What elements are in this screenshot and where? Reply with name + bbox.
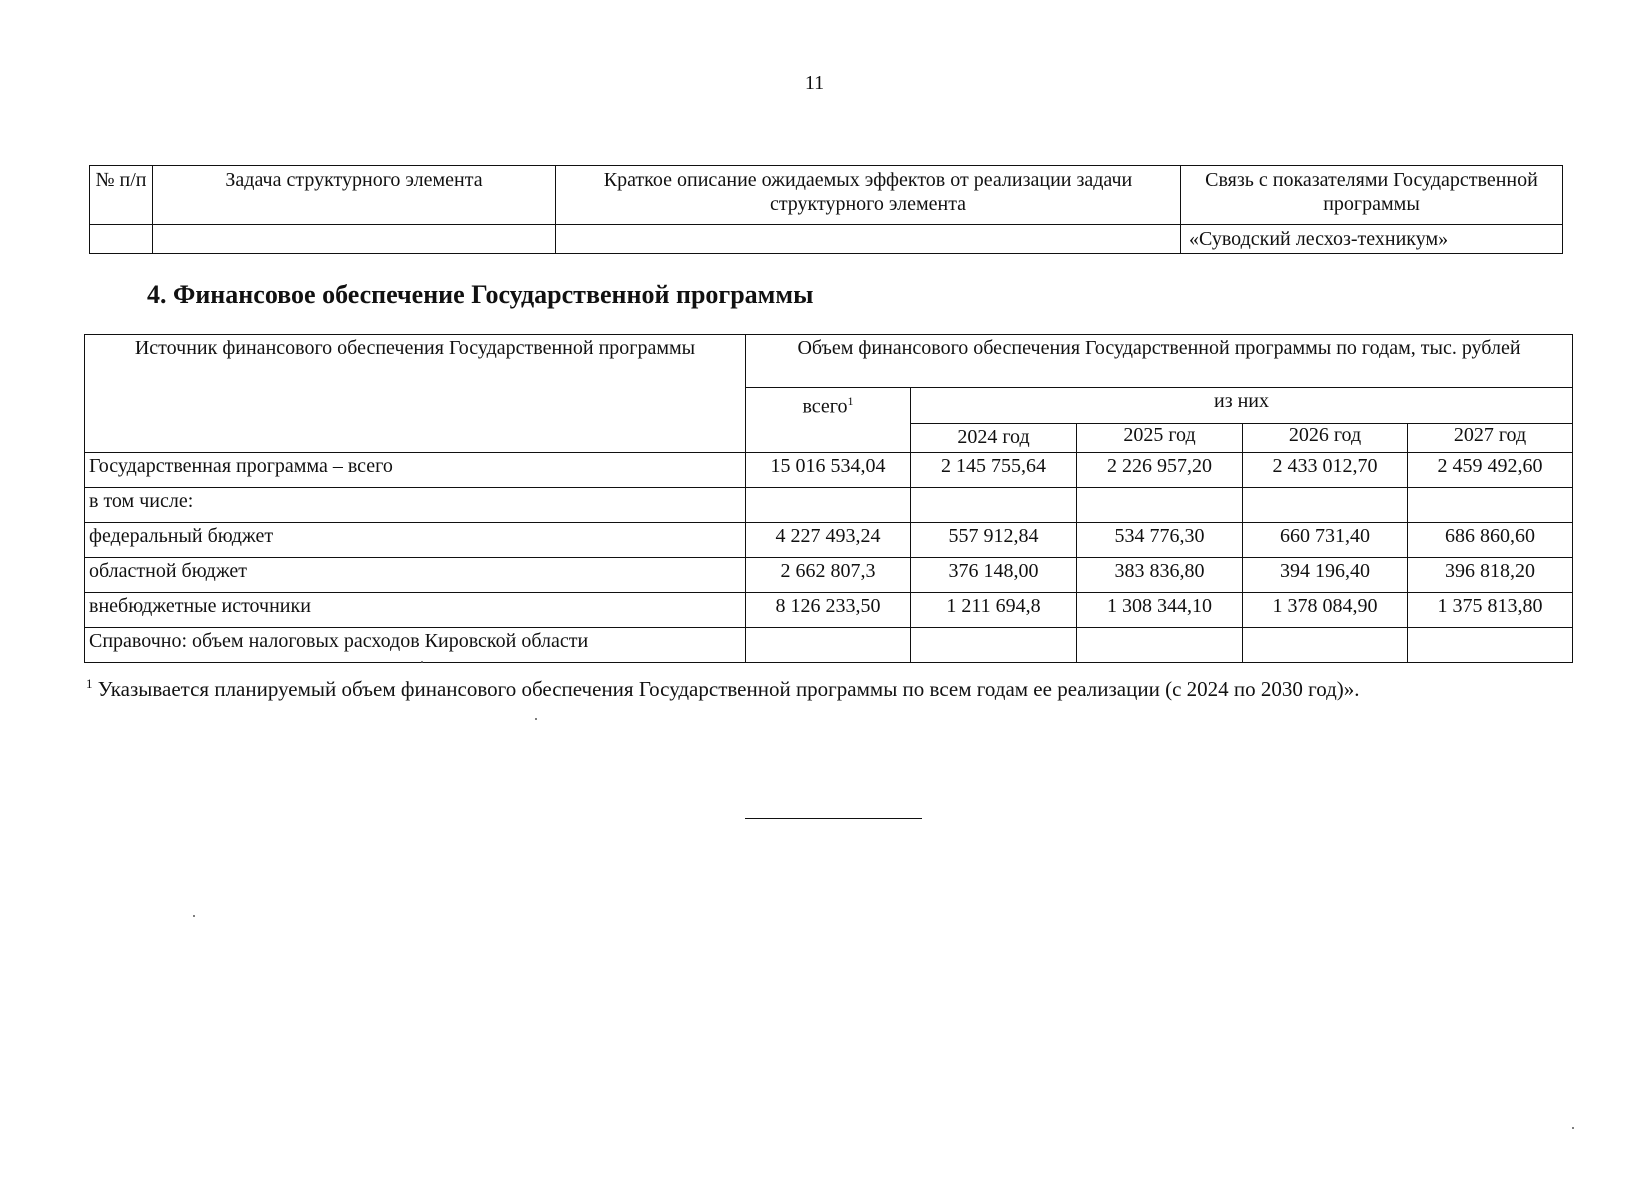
- footnote-marker: 1: [847, 394, 854, 408]
- header-total-label: всего: [802, 395, 848, 418]
- table-row: [85, 523, 1573, 558]
- page-number: 11: [804, 72, 825, 94]
- cell-2026: 660 731,40: [1243, 523, 1408, 558]
- cell-effects: [556, 225, 1181, 254]
- scan-speck: [535, 718, 537, 720]
- cell-2026: 394 196,40: [1243, 558, 1408, 593]
- row-label: Справочно: объем налоговых расходов Кировской области: [85, 628, 746, 663]
- finance-header-row-1: [85, 335, 1573, 388]
- cell-total: 4 227 493,24: [746, 523, 911, 558]
- table-row: [85, 558, 1573, 593]
- header-year-2024: 2024 год: [911, 424, 1077, 453]
- tasks-table: [89, 165, 1563, 254]
- row-label: областной бюджет: [85, 558, 746, 593]
- cell-2027: [1408, 628, 1573, 663]
- cell-2024: [911, 488, 1077, 523]
- cell-total: [746, 488, 911, 523]
- cell-2025: [1077, 488, 1243, 523]
- cell-2024: 557 912,84: [911, 523, 1077, 558]
- table-row: [85, 453, 1573, 488]
- cell-2026: 1 378 084,90: [1243, 593, 1408, 628]
- cell-total: 15 016 534,04: [746, 453, 911, 488]
- cell-total: 2 662 807,3: [746, 558, 911, 593]
- row-label: в том числе:: [85, 488, 746, 523]
- finance-table: [84, 334, 1573, 663]
- table-row: [85, 488, 1573, 523]
- table-row: [90, 225, 1563, 254]
- header-indicators: Связь с показателями Государственной программы: [1181, 166, 1563, 225]
- cell-2024: [911, 628, 1077, 663]
- table-row: [85, 593, 1573, 628]
- footnote: [86, 676, 1360, 702]
- header-of-which: из них: [911, 388, 1573, 424]
- cell-2025: [1077, 628, 1243, 663]
- footnote-marker: 1: [86, 676, 93, 691]
- header-source: Источник финансового обеспечения Государственной программы: [85, 335, 746, 453]
- scan-speck: [193, 915, 195, 917]
- header-year-2026: 2026 год: [1243, 424, 1408, 453]
- cell-2027: 396 818,20: [1408, 558, 1573, 593]
- row-label: внебюджетные источники: [85, 593, 746, 628]
- cell-2024: 2 145 755,64: [911, 453, 1077, 488]
- row-label: Государственная программа – всего: [85, 453, 746, 488]
- cell-total: 8 126 233,50: [746, 593, 911, 628]
- cell-2026: 2 433 012,70: [1243, 453, 1408, 488]
- scan-speck: [1572, 1127, 1574, 1129]
- header-number: № п/п: [90, 166, 153, 225]
- cell-task: [153, 225, 556, 254]
- cell-2025: 2 226 957,20: [1077, 453, 1243, 488]
- cell-2026: [1243, 488, 1408, 523]
- header-year-2027: 2027 год: [1408, 424, 1573, 453]
- header-volume: Объем финансового обеспечения Государственной программы по годам, тыс. рублей: [746, 335, 1573, 388]
- footnote-text: Указывается планируемый объем финансового обеспечения Государственной программы по всем годам ее реализации (с 2024 по 2030 год)».: [97, 677, 1360, 701]
- section-heading: 4. Финансовое обеспечение Государственной программы: [147, 280, 814, 309]
- end-rule: [745, 818, 922, 819]
- cell-2025: 534 776,30: [1077, 523, 1243, 558]
- cell-2027: [1408, 488, 1573, 523]
- row-label: федеральный бюджет: [85, 523, 746, 558]
- cell-2027: 686 860,60: [1408, 523, 1573, 558]
- cell-2026: [1243, 628, 1408, 663]
- tasks-table-header: [90, 166, 1563, 225]
- table-row: [85, 628, 1573, 663]
- cell-indicators: «Суводский лесхоз-техникум»: [1181, 225, 1563, 254]
- cell-2025: 1 308 344,10: [1077, 593, 1243, 628]
- cell-2024: 376 148,00: [911, 558, 1077, 593]
- cell-number: [90, 225, 153, 254]
- header-year-2025: 2025 год: [1077, 424, 1243, 453]
- header-effects: Краткое описание ожидаемых эффектов от реализации задачи структурного элемента: [556, 166, 1181, 225]
- header-total: [746, 388, 911, 453]
- header-task: Задача структурного элемента: [153, 166, 556, 225]
- cell-2024: 1 211 694,8: [911, 593, 1077, 628]
- cell-2027: 2 459 492,60: [1408, 453, 1573, 488]
- cell-total: [746, 628, 911, 663]
- cell-2025: 383 836,80: [1077, 558, 1243, 593]
- cell-2027: 1 375 813,80: [1408, 593, 1573, 628]
- scan-speck: [421, 661, 423, 663]
